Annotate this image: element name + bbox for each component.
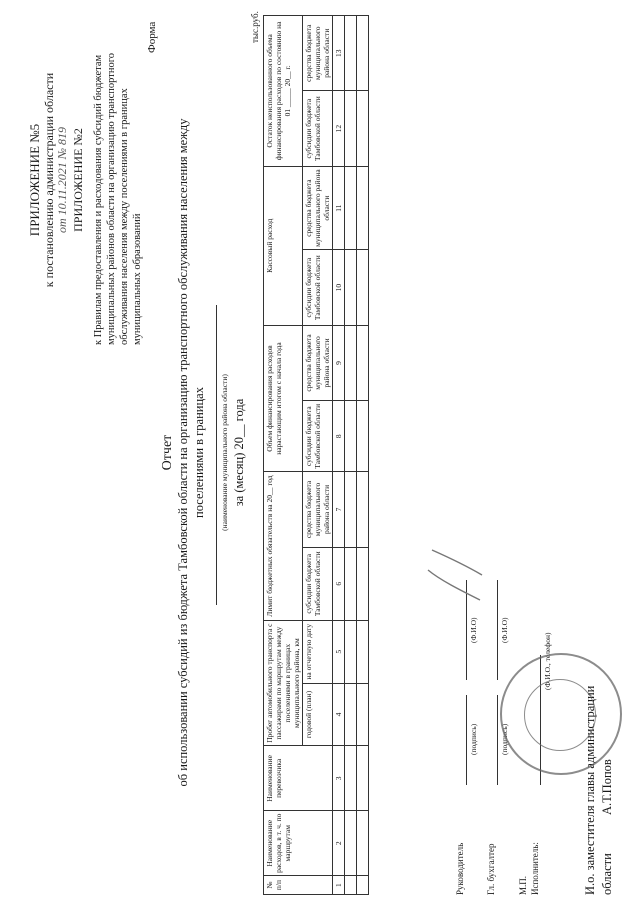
stamp-inner-ring <box>524 679 596 751</box>
appendix-2-title: ПРИЛОЖЕНИЕ №2 <box>71 128 85 232</box>
head-signature-line <box>466 695 467 785</box>
appendix-decree-line: к постановлению администрации области <box>42 72 56 288</box>
subheader-mileage-date: на отчетную дату <box>303 620 333 683</box>
rules-line-2: муниципальных районов области на организацию транспортного <box>106 52 117 345</box>
column-number: 4 <box>333 683 345 746</box>
subheader-regional: субсидии бюджета Тамбовской области <box>303 401 333 472</box>
subheader-regional: субсидии бюджета Тамбовской области <box>303 91 333 166</box>
subheader-mileage-year: годовой (план) <box>303 683 333 746</box>
subheader-municipal: средства бюджета муниципального района области <box>303 325 333 400</box>
deputy-title-1: И.о. заместителя главы администрации <box>583 685 597 895</box>
handwritten-decree-date: от 10.11.2021 № 819 <box>55 126 69 234</box>
header-funding: Объем финансирования расходов нарастающим итогом с начала года <box>264 325 303 471</box>
header-cash-expense: Кассовый расход <box>264 166 303 325</box>
head-name-hint: (Ф.И.О) <box>469 617 478 643</box>
subheader-municipal: средства бюджета муниципального района области <box>303 472 333 547</box>
accountant-name-hint: (Ф.И.О) <box>500 617 509 643</box>
district-hint: (наименование муниципального района области) <box>220 374 229 531</box>
deputy-name: А.Т.Попов <box>600 759 614 815</box>
report-title: Отчет <box>160 434 175 471</box>
header-limit: Лимит бюджетных обязательств на 20__ год <box>264 472 303 621</box>
column-number: 11 <box>333 166 345 250</box>
head-label: Руководитель <box>455 842 465 895</box>
handwritten-signature <box>420 540 490 610</box>
column-number-row <box>333 16 345 895</box>
subheader-regional: субсидии бюджета Тамбовской области <box>303 250 333 325</box>
table-row <box>357 16 369 895</box>
header-remainder: Остаток неиспользованного объема финансирования расходов по состоянию на 01 _____ 20__ г. <box>264 16 303 167</box>
head-signature-hint: (подпись) <box>469 723 478 755</box>
rules-line-1: к Правилам предоставления и расходования субсидий бюджетам <box>93 54 104 345</box>
units-label: тыс.руб. <box>250 11 260 43</box>
subheader-regional: субсидии бюджета Тамбовской области <box>303 547 333 620</box>
column-number: 3 <box>333 746 345 811</box>
accountant-name-line <box>497 580 498 680</box>
column-number: 1 <box>333 876 345 895</box>
header-carrier: Наименование перевозчика <box>264 746 333 811</box>
report-table <box>263 15 369 895</box>
deputy-title-2: области <box>600 853 614 895</box>
column-number: 2 <box>333 811 345 876</box>
column-number: 8 <box>333 401 345 472</box>
header-expense-name: Наименование расходов, в т. ч. по маршрутам <box>264 811 333 876</box>
report-period: за (месяц) 20__ года <box>232 398 246 507</box>
rules-line-4: муниципальных образований <box>132 213 143 345</box>
header-mileage: Пробег автомобильного транспорта с пассажирами по маршрутам между поселениями в границах муниципального района, км <box>264 620 303 746</box>
accountant-signature-hint: (подпись) <box>500 723 509 755</box>
appendix-title: ПРИЛОЖЕНИЕ №5 <box>27 123 42 237</box>
executor-label: Исполнитель: <box>530 842 540 895</box>
subheader-municipal: средства бюджета муниципального района области <box>303 166 333 250</box>
table-row <box>345 16 357 895</box>
column-number: 9 <box>333 325 345 400</box>
report-subtitle-2: поселениями в границах <box>192 387 206 518</box>
report-subtitle-1: об использовании субсидий из бюджета Тамбовской области на организацию транспортного обслуживания населения между <box>176 118 190 787</box>
executor-hint: (Ф.И.О., телефон) <box>543 632 552 690</box>
official-stamp <box>500 653 622 775</box>
subheader-municipal: средства бюджета муниципального района области <box>303 16 333 91</box>
rules-line-3: обслуживания населения между поселениями в границах <box>119 88 130 345</box>
column-number: 10 <box>333 250 345 325</box>
form-label: Форма <box>146 21 158 53</box>
column-number: 12 <box>333 91 345 166</box>
chief-accountant-label: Гл. бухгалтер <box>486 843 496 895</box>
district-line <box>216 305 217 605</box>
column-number: 7 <box>333 472 345 547</box>
seal-label: М.П. <box>518 875 528 895</box>
column-number: 13 <box>333 16 345 91</box>
header-no: № п/п <box>264 876 333 895</box>
accountant-signature-line <box>497 695 498 785</box>
column-number: 5 <box>333 620 345 683</box>
column-number: 6 <box>333 547 345 620</box>
